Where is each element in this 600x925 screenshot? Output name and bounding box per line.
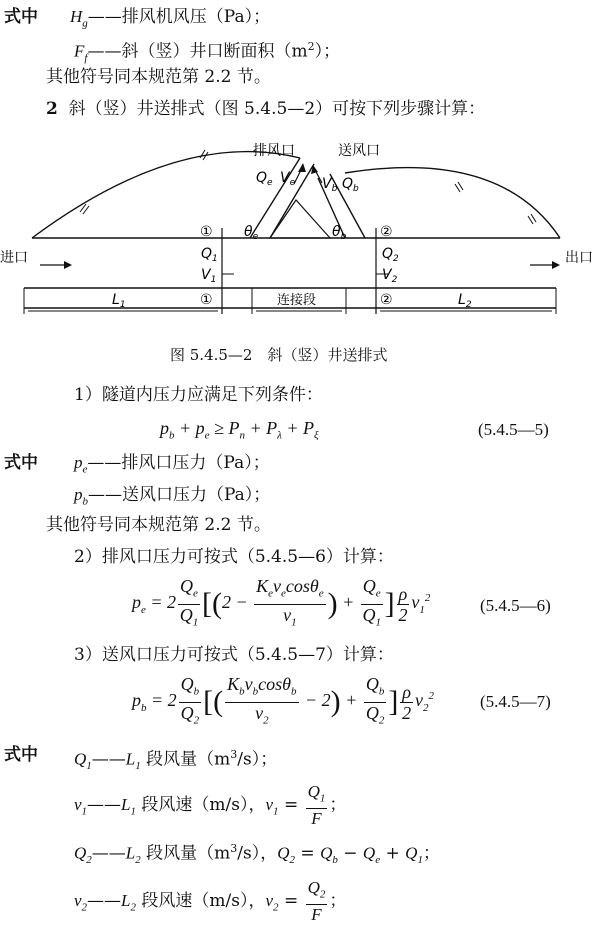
ff-sub: f bbox=[84, 52, 88, 65]
hg-definition bbox=[70, 6, 270, 34]
defs1-other: 其他符号同本规范第 2.2 节。 bbox=[46, 515, 271, 535]
hg-sub: g bbox=[82, 17, 88, 30]
theta-b-label: $\theta_b$ bbox=[332, 224, 347, 242]
qe-label: $Q_e$ bbox=[256, 170, 273, 188]
eq-no-6: (5.4.5—6) bbox=[480, 596, 551, 615]
l2-label: $L_2$ bbox=[458, 292, 472, 310]
circ1-top: ① bbox=[200, 224, 213, 240]
circ2-bottom: ② bbox=[380, 292, 393, 308]
label-supply: 送风口 bbox=[338, 143, 380, 159]
circ2-top: ② bbox=[380, 224, 393, 240]
step-1-text: 1）隧道内压力应满足下列条件： bbox=[74, 385, 323, 405]
circ1-bottom: ① bbox=[200, 292, 213, 308]
eq-no-5: (5.4.5—5) bbox=[478, 420, 549, 439]
qb-label: $Q_b$ bbox=[342, 176, 359, 194]
shi-zhong: 式中 bbox=[4, 7, 38, 27]
hg-desc: ——排风机风压（Pa）； bbox=[87, 7, 271, 27]
section-2-text: 斜（竖）井送排式（图 5.4.5—2）可按下列步骤计算： bbox=[68, 99, 486, 119]
intro-other-symbols: 其他符号同本规范第 2.2 节。 bbox=[46, 67, 271, 87]
ff-symbol: F bbox=[74, 41, 85, 61]
equation-5-4-5-6: $p_e = 2$ $\frac{Q_e}{Q_1}$ [(2 − $\frac{K_ev_e\cos\theta_e}{v_1}$ ) + $\frac{Q_e}{Q_1}$ ] $\frac{\rho}{2}$ $v_1^2$ bbox=[132, 576, 431, 629]
shi-zhong-label-3: 式中 bbox=[4, 745, 38, 765]
equation-5-4-5-5: $p_b + p_e \ge P_n + P_\lambda + P_\xi$ bbox=[160, 418, 319, 442]
figure-caption: 图 5.4.5—2 斜（竖）井送排式 bbox=[170, 346, 388, 364]
q1-label: $Q_1$ bbox=[201, 246, 218, 264]
label-entrance: 进口 bbox=[0, 250, 28, 266]
l1-label: $L_1$ bbox=[112, 292, 126, 310]
v1-definition: $v_1——L_1$ 段风速（m/s），$v_1$ = $\frac{Q_1}{F}$ ； bbox=[74, 782, 347, 829]
v1-label: $V_1$ bbox=[201, 267, 217, 285]
label-exhaust: 排风口 bbox=[253, 143, 295, 159]
step-3-text: 3）送风口压力可按式（5.4.5—7）计算： bbox=[74, 645, 394, 665]
hg-symbol: H bbox=[70, 7, 83, 26]
label-exit: 出口 bbox=[565, 250, 593, 266]
pb-definition: $p_b——$送风口压力（Pa）； bbox=[74, 485, 271, 508]
theta-e-label: $\theta_e$ bbox=[244, 224, 259, 242]
equation-5-4-5-7: $p_b = 2$ $\frac{Q_b}{Q_2}$ [( $\frac{K_bv_b\cos\theta_b}{v_2}$ − 2) + $\frac{Q_b}{Q_2}$ ] $\frac{\rho}{2}$ $v_2^2$ bbox=[132, 674, 434, 727]
shaft-ventilation-figure bbox=[0, 128, 600, 328]
q2-label: $Q_2$ bbox=[382, 246, 399, 264]
shi-zhong-label-1 bbox=[4, 6, 38, 28]
v2-label: $V_2$ bbox=[382, 267, 398, 285]
ff-definition bbox=[74, 36, 340, 69]
shi-zhong-label-2: 式中 bbox=[4, 453, 38, 473]
ff-sup: 2 bbox=[307, 40, 315, 53]
ff-desc: ——斜（竖）井口断面积（m bbox=[87, 41, 308, 62]
section-2-number: 2 bbox=[46, 99, 58, 119]
pe-definition: $p_e——$排风口压力（Pa）； bbox=[74, 453, 270, 476]
q2-definition: $Q_2——L_2$ 段风量$(m^3/s)$，$Q_2 = Q_b - Q_e + Q_1$； bbox=[74, 842, 440, 867]
ff-tail: ）； bbox=[314, 41, 341, 62]
section-2-heading bbox=[46, 98, 485, 120]
vb-label: $V_b$ bbox=[322, 176, 338, 194]
q1-definition: $Q_1——L_1$ 段风量$(m^3/s)$； bbox=[74, 748, 278, 773]
eq-no-7: (5.4.5—7) bbox=[480, 692, 551, 711]
label-connect: 连接段 bbox=[277, 293, 317, 308]
v2-definition: $v_2——L_2$ 段风速（m/s），$v_2$ = $\frac{Q_2}{F}$ ； bbox=[74, 878, 347, 925]
ve-label: $V_e$ bbox=[280, 170, 296, 188]
step-2-text: 2）排风口压力可按式（5.4.5—6）计算： bbox=[74, 547, 394, 567]
